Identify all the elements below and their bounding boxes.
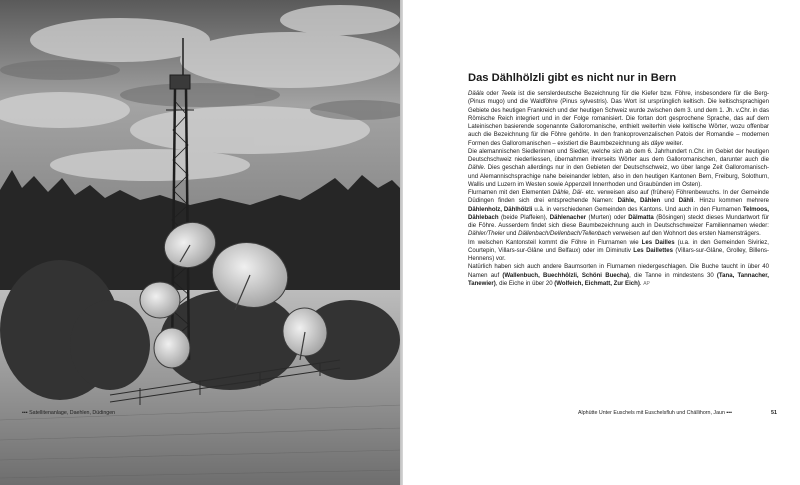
article-body [468,90,769,288]
text-run: Natürlich haben sich auch andere Baumsorten in Flurnamen niedergeschlagen. Die Buche taucht in über 40 Namen auf [468,264,769,279]
text-run: Dähli [678,198,694,205]
text-run: . [639,280,644,287]
text-run: ist die senslerdeutsche Bezeichnung für die Kiefer bzw. Föhre, insbesondere für die Berg- (Pinus mugo) und die Waldföhre (Pinus sylvestris). Das Wort ist ursprünglich keltisch. Die keltischsprachigen Gebiete des heutigen Frankreich und der heutigen Schweiz wurde zwischen dem 3. und dem 1. Jh. v.Chr. in das Römische Reich integriert und in der Folge romanisiert. Die fortan dort gesprochene Sprache, das auf dem Lateinischen basierende sogenannte Galloromanische, enthielt weiterhin viele keltische Wörter, wozu offenbar auch die Bezeichnung für die Föhre gehörte. In den frankoprovenzalischen Patois der Romandie – modernen Formen des Galloromanischen – existiert die Baumbezeichnung als [468,91,769,147]
text-run: oder [483,91,502,97]
text-run: dâye [650,140,664,147]
text-run: Im welschen Kantonsteil kommt die Föhre in Flurnamen wie [468,239,642,246]
page-number: 51 [771,410,777,416]
text-run: weiter. [663,140,684,147]
paragraph [468,189,769,239]
text-run: Dählenacher [549,214,587,221]
text-run: Dähle, Däl- [552,190,584,196]
text-run: Dällenbach/Dellenbach/Tellenbach [518,231,611,238]
text-run: Flurnamen mit den Elementen [468,190,553,196]
text-run: Les Dailles [641,239,675,246]
text-run: (u.a. in den Gemeinden Siviriez, Courtepin, Villars-sur-Glâne und Belfaux) oder im Diminutiv [468,239,769,254]
text-run: Dälmatta [628,214,654,221]
text-run: (Wolfeich, Eichmatt, Zur Eich) [554,280,640,287]
text-run: (Tana, Tannacher, Tanewier) [468,272,769,287]
paragraph [468,239,769,264]
text-run: und [504,231,519,238]
text-run: Die alemannischen Siedlerinnen und Siedler, welche sich ab dem 6. Jahrhundert n.Chr. im Gebiet der heutigen Deutschschweiz niederliessen, übernahmen ihrerseits Wörter aus dem Galloromanischen, darunter auch die [468,148,769,163]
text-run: u.ä. in verschiedenen Gemeinden des Kantons. Und auch in den Flurnamen [532,206,743,213]
text-run: Dähle [468,165,484,172]
caption-left: ▪▪▪ Satellitenanlage, Daehlen, Düdingen [22,410,116,416]
text-run: Dählenholz, Dählhölzli [468,206,533,213]
article-heading: Das Dählhölzli gibt es nicht nur in Bern [468,72,677,84]
text-run: Dähler/Theler [468,231,505,238]
text-run: Telmoos, Dählebach [468,206,769,221]
text-run: (beide Plaffeien), [498,214,550,221]
text-run: Teela [501,91,516,97]
text-run: , die Tanne in mindestens 30 [629,272,717,279]
text-run: (Bösingen) steckt dieses Mundartwort für die Föhre. Ausserdem findet sich diese Baumbezeichnung auch in Deutschschweizer Familiennamen wieder: [468,214,770,229]
text-run: AP [643,280,650,287]
text-run: etc. verweisen also auf (frühere) Föhrenbewuchs. In der Gemeinde Düdingen finden sich drei entsprechende Namen: [468,190,769,205]
text-run: (Wallenbuch, Buechhölzli, Schöni Buecha) [502,272,630,279]
text-run: Dähle, Dählen [617,198,661,205]
text-run: . Dies geschah allerdings nur in den Gebieten der Deutschschweiz, wo über lange Zeit Galloromanisch- und Alemannischsprachige nahe beieinander lebten, also in den heutigen Kantonen Bern, Freiburg, Solothurn, Wallis und Luzern im Westen sowie Appenzell Innerrhoden und Graubünden im Osten). [468,165,769,188]
text-run: Dääla [468,91,484,97]
text-run: . Hinzu kommen mehrere [693,198,769,205]
text-run: (Murten) oder [586,214,629,221]
text-run: verweisen auf den Wohnort des ersten Namensträgers. [611,231,761,238]
caption-right: Alphütte Unter Euschels mit Euschelsfluh und Chällihorn, Jaun ▪▪▪ [578,410,733,416]
paragraph [468,90,769,148]
paragraph [468,148,769,189]
paragraph [468,263,769,288]
text-run: und [660,198,679,205]
text-run: (Villars-sur-Glâne, Grolley, Billens-Hennens) vor. [468,247,769,262]
text-run: , die Eiche in über 20 [495,280,555,287]
text-run: Les Daillettes [633,247,673,254]
